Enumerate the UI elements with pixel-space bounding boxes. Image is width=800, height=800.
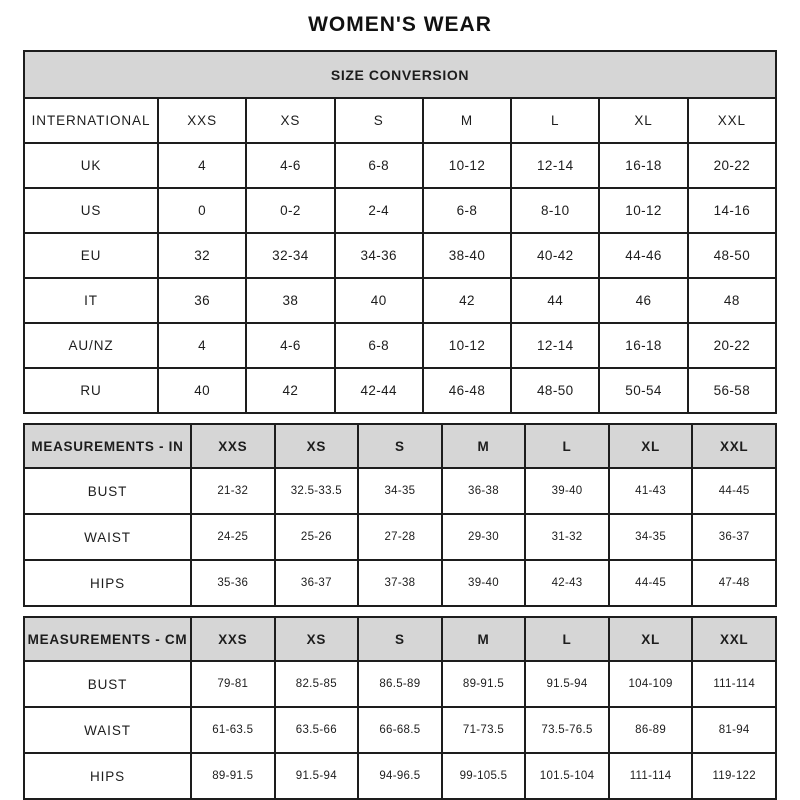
row-label: AU/NZ [24,323,158,368]
value-cell: 46-48 [423,368,511,413]
size-conversion-caption-row [24,51,776,98]
measurements-title: MEASUREMENTS - CM [24,617,191,661]
size-header-cell: S [358,617,442,661]
value-cell: 61-63.5 [191,707,275,753]
value-cell: 34-35 [609,514,693,560]
table-row [24,560,776,606]
value-cell: 6-8 [335,143,423,188]
value-cell: 104-109 [609,661,693,707]
value-cell: 119-122 [692,753,776,799]
value-cell: 29-30 [442,514,526,560]
size-header-cell: L [525,617,609,661]
value-cell: 40-42 [511,233,599,278]
measurements-in-table [23,423,777,607]
value-cell: 34-35 [358,468,442,514]
value-cell: 32.5-33.5 [275,468,359,514]
value-cell: 56-58 [688,368,776,413]
value-cell: 27-28 [358,514,442,560]
value-cell: 32 [158,233,246,278]
value-cell: 66-68.5 [358,707,442,753]
value-cell: 4 [158,323,246,368]
value-cell: 10-12 [423,323,511,368]
value-cell: 101.5-104 [525,753,609,799]
row-label: BUST [24,468,191,514]
value-cell: 6-8 [335,323,423,368]
value-cell: 0-2 [246,188,334,233]
value-cell: 16-18 [599,143,687,188]
measurements-in-body [24,468,776,606]
value-cell: 36-38 [442,468,526,514]
value-cell: 39-40 [525,468,609,514]
table-row [24,188,776,233]
measurements-title: MEASUREMENTS - IN [24,424,191,468]
value-cell: 63.5-66 [275,707,359,753]
size-header-cell: S [358,424,442,468]
value-cell: 38 [246,278,334,323]
value-cell: 21-32 [191,468,275,514]
value-cell: 40 [158,368,246,413]
value-cell: 14-16 [688,188,776,233]
row-label: US [24,188,158,233]
table-row [24,368,776,413]
value-cell: 31-32 [525,514,609,560]
size-conversion-title: SIZE CONVERSION [24,51,776,98]
row-label: EU [24,233,158,278]
value-cell: 99-105.5 [442,753,526,799]
value-cell: 41-43 [609,468,693,514]
value-cell: 71-73.5 [442,707,526,753]
value-cell: 39-40 [442,560,526,606]
table-row [24,661,776,707]
size-header-cell: XS [275,424,359,468]
row-label: WAIST [24,707,191,753]
size-header-cell: M [442,617,526,661]
table-row [24,468,776,514]
measurements-cm-table [23,616,777,800]
value-cell: 40 [335,278,423,323]
size-header-cell: L [511,98,599,143]
value-cell: 82.5-85 [275,661,359,707]
size-conversion-table [23,50,777,414]
value-cell: 2-4 [335,188,423,233]
value-cell: 48-50 [511,368,599,413]
measurements-cm-body [24,661,776,799]
row-label: RU [24,368,158,413]
size-header-cell: XXL [692,424,776,468]
value-cell: 20-22 [688,143,776,188]
value-cell: 94-96.5 [358,753,442,799]
value-cell: 44-46 [599,233,687,278]
value-cell: 10-12 [423,143,511,188]
value-cell: 42-44 [335,368,423,413]
value-cell: 34-36 [335,233,423,278]
table-row [24,514,776,560]
value-cell: 35-36 [191,560,275,606]
value-cell: 42 [423,278,511,323]
value-cell: 50-54 [599,368,687,413]
value-cell: 25-26 [275,514,359,560]
table-row [24,143,776,188]
size-header-cell: XS [246,98,334,143]
table-row [24,323,776,368]
value-cell: 48 [688,278,776,323]
value-cell: 36 [158,278,246,323]
conversion-header-label: INTERNATIONAL [24,98,158,143]
measurements-cm-header-row [24,617,776,661]
table-row [24,233,776,278]
value-cell: 111-114 [692,661,776,707]
row-label: UK [24,143,158,188]
value-cell: 42 [246,368,334,413]
value-cell: 16-18 [599,323,687,368]
value-cell: 4-6 [246,323,334,368]
value-cell: 89-91.5 [442,661,526,707]
value-cell: 36-37 [275,560,359,606]
value-cell: 12-14 [511,143,599,188]
value-cell: 38-40 [423,233,511,278]
value-cell: 91.5-94 [275,753,359,799]
value-cell: 47-48 [692,560,776,606]
value-cell: 32-34 [246,233,334,278]
size-header-cell: XL [609,617,693,661]
value-cell: 91.5-94 [525,661,609,707]
conversion-header-row [24,98,776,143]
row-label: HIPS [24,753,191,799]
value-cell: 4-6 [246,143,334,188]
value-cell: 86-89 [609,707,693,753]
size-header-cell: XXS [191,617,275,661]
measurements-in-header-row [24,424,776,468]
value-cell: 8-10 [511,188,599,233]
value-cell: 73.5-76.5 [525,707,609,753]
size-header-cell: S [335,98,423,143]
table-row [24,707,776,753]
size-header-cell: XL [599,98,687,143]
value-cell: 24-25 [191,514,275,560]
value-cell: 12-14 [511,323,599,368]
size-header-cell: XL [609,424,693,468]
value-cell: 79-81 [191,661,275,707]
value-cell: 0 [158,188,246,233]
size-header-cell: XXS [191,424,275,468]
size-header-cell: XXL [692,617,776,661]
table-row [24,278,776,323]
value-cell: 44 [511,278,599,323]
value-cell: 20-22 [688,323,776,368]
value-cell: 81-94 [692,707,776,753]
row-label: BUST [24,661,191,707]
size-header-cell: M [423,98,511,143]
value-cell: 42-43 [525,560,609,606]
size-header-cell: M [442,424,526,468]
table-row [24,753,776,799]
row-label: WAIST [24,514,191,560]
value-cell: 46 [599,278,687,323]
value-cell: 89-91.5 [191,753,275,799]
size-header-cell: XXS [158,98,246,143]
value-cell: 111-114 [609,753,693,799]
value-cell: 10-12 [599,188,687,233]
row-label: IT [24,278,158,323]
value-cell: 44-45 [609,560,693,606]
page-title: WOMEN'S WEAR [308,13,492,36]
row-label: HIPS [24,560,191,606]
value-cell: 36-37 [692,514,776,560]
value-cell: 37-38 [358,560,442,606]
size-header-cell: L [525,424,609,468]
value-cell: 6-8 [423,188,511,233]
size-header-cell: XXL [688,98,776,143]
value-cell: 44-45 [692,468,776,514]
value-cell: 48-50 [688,233,776,278]
conversion-body [24,143,776,413]
value-cell: 4 [158,143,246,188]
size-header-cell: XS [275,617,359,661]
value-cell: 86.5-89 [358,661,442,707]
